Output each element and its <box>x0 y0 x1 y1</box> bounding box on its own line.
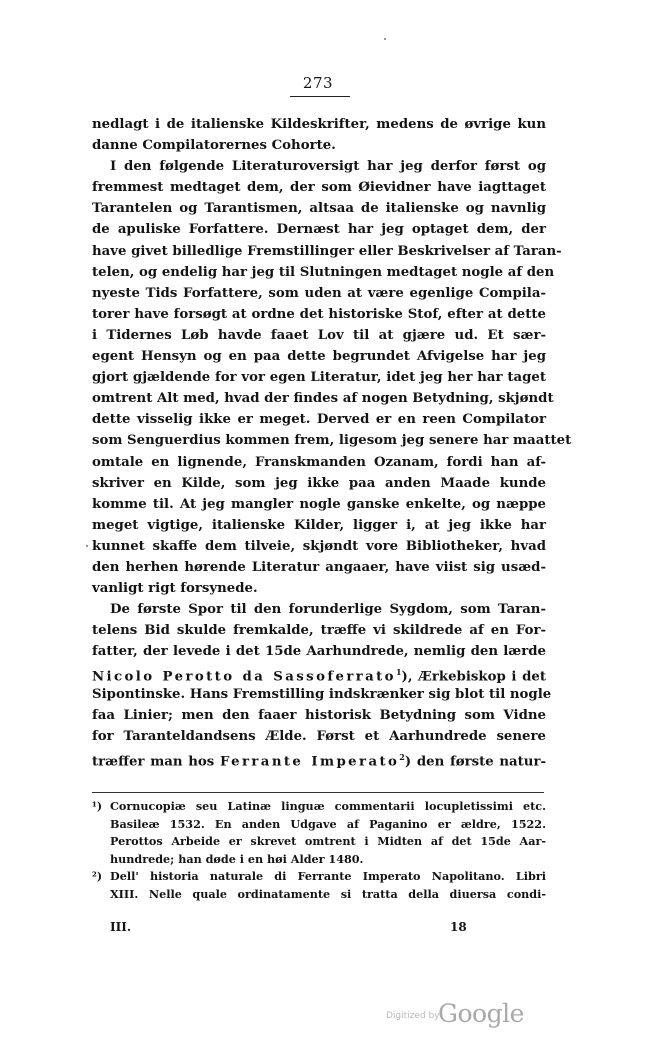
text-line: danne Compilatorernes Cohorte. <box>92 138 336 154</box>
text-line: nedlagt i de italienske Kildeskrifter, medens de øvrige kun <box>92 117 546 132</box>
footnote-line: XIII. Nelle quale ordinatamente si tratta della diuersa condi- <box>110 886 546 901</box>
text-line: I den følgende Literaturoversigt har jeg derfor først og <box>110 159 546 175</box>
text-line: komme til. At jeg mangler nogle ganske enkelte, og næppe <box>92 496 546 512</box>
signature-row <box>110 920 530 940</box>
text-line: fremmest medtaget dem, der som Øievidner have iagttaget <box>92 180 546 196</box>
footnote-rule <box>92 792 544 793</box>
text-line: for Taranteldandsens Ælde. Først et Aarhundrede senere <box>92 728 546 744</box>
text-line: meget vigtige, italienske Kilder, ligger i, at jeg ikke har <box>92 517 546 533</box>
text-line-imperato <box>92 747 546 768</box>
footnote-line: Perottos Arbeide er skrevet omtrent i Midten af det 15de Aar- <box>110 834 546 848</box>
page-number-rule <box>290 96 350 97</box>
text-line: faa Linier; men den faaer historisk Betydning som Vidne <box>92 707 546 723</box>
footnotes <box>92 798 546 903</box>
text-line: omtale en lignende, Franskmanden Ozanam, fordi han af- <box>92 454 546 470</box>
text-line: omtrent Alt med, hvad der findes af nogen Betydning, skjøndt <box>92 391 554 407</box>
author-name-imperato: Ferrante Imperato <box>220 754 400 770</box>
text-line: De første Spor til den forunderlige Sygdom, som Taran- <box>110 602 546 618</box>
text-line: skriver en Kilde, som jeg ikke paa anden Maade kunde <box>92 475 546 491</box>
text-line: nyeste Tids Forfattere, som uden at være egenlige Compila- <box>92 285 546 301</box>
author-name-perotto: Nicolo Perotto da Sassoferrato <box>92 669 396 685</box>
text-line: de apuliske Forfattere. Dernæst har jeg optaget dem, der <box>92 222 546 238</box>
text-line: vanligt rigt forsynede. <box>92 581 258 597</box>
text-line: i Tidernes Løb havde faaet Lov til at gjære ud. Et sær- <box>92 327 546 343</box>
text-line: telens Bid skulde fremkalde, træffe vi skildrede af en For- <box>92 623 546 639</box>
text-line: kunnet skaffe dem tilveie, skjøndt vore Bibliotheker, hvad <box>92 538 546 554</box>
text-line: Tarantelen og Tarantismen, altsaa de italienske og navnlig <box>92 201 546 217</box>
footnote-ref-1: 1 <box>395 667 402 678</box>
text-line: torer have forsøgt at ordne det historiske Stof, efter at dette <box>92 306 546 322</box>
paper-speck <box>86 545 88 547</box>
text-line: fatter, der levede i det 15de Aarhundrede, nemlig den lærde <box>92 644 546 660</box>
footnote-line: Dell' historia naturale di Ferrante Imperato Napolitano. Libri <box>110 869 546 883</box>
text-line-perotto <box>92 662 546 683</box>
footnote-line: Basileæ 1532. En anden Udgave af Paganino er ældre, 1522. <box>110 816 546 831</box>
footnote-ref-2: 2 <box>399 751 405 762</box>
text-line: dette visselig ikke er meget. Derved er en reen Compilator <box>92 412 546 428</box>
text-line: den herhen hørende Literatur angaaer, have viist sig usæd- <box>92 559 546 575</box>
text-line: egent Hensyn og en paa dette begrundet Afvigelse har jeg <box>92 349 546 365</box>
digitized-label: Digitized by <box>386 1011 440 1021</box>
footnote-mark: ¹) <box>92 800 103 813</box>
footnote-line: Cornucopiæ seu Latinæ linguæ commentarii locupletissimi etc. <box>110 799 546 813</box>
text-fragment: ), Ærkebiskop i det <box>401 669 546 685</box>
paper-speck <box>384 38 386 40</box>
text-line: gjort gjældende for vor egen Literatur, idet jeg her har taget <box>92 370 546 386</box>
text-line: telen, og endelig har jeg til Slutningen medtaget nogle af den <box>92 264 555 280</box>
text-line: have givet billedlige Fremstillinger eller Beskrivelser af Taran- <box>92 243 562 259</box>
signature-number: 18 <box>450 920 467 934</box>
footnote-1 <box>92 798 546 868</box>
footnote-2 <box>92 868 546 903</box>
google-logo: Google <box>438 999 524 1028</box>
text-fragment: træffer man hos <box>92 754 215 770</box>
footnote-mark: ²) <box>92 870 103 883</box>
text-line: som Senguerdius kommen frem, ligesom jeg senere har maattet <box>92 433 572 449</box>
digitized-watermark <box>386 1001 536 1031</box>
text-line: Sipontinske. Hans Fremstilling indskrænker sig blot til nogle <box>92 686 552 702</box>
text-fragment: ) den første natur- <box>404 754 546 770</box>
footnote-line: hundrede; han døde i en høi Alder 1480. <box>110 851 364 866</box>
body-text <box>92 114 572 770</box>
signature-mark: III. <box>110 920 132 934</box>
page-number: 273 <box>302 74 334 92</box>
